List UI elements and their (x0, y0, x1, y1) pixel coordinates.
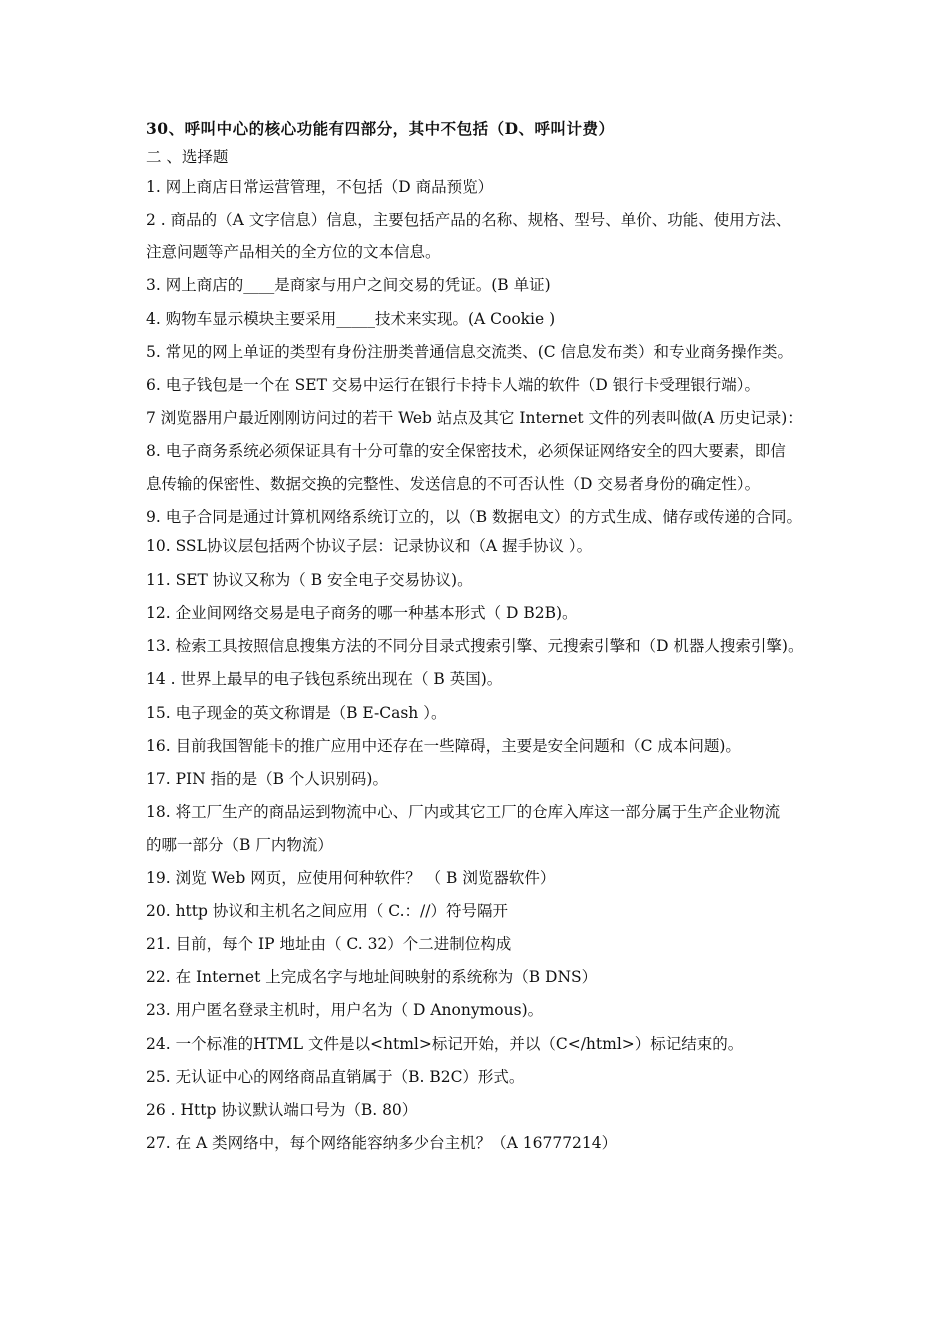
question-12-line: 12. 企业间网络交易是电子商务的哪一种基本形式（ D B2B)。 (146, 604, 578, 622)
question-17-line: 17. PIN 指的是（B 个人识别码)。 (146, 770, 388, 788)
question-22-line: 22. 在 Internet 上完成名字与地址间映射的系统称为（B DNS） (146, 968, 598, 986)
question-21-line: 21. 目前，每个 IP 地址由（ C. 32）个二进制位构成 (146, 935, 512, 953)
question-26-line: 26 . Http 协议默认端口号为（B. 80） (146, 1101, 418, 1119)
question-14-line: 14 . 世界上最早的电子钱包系统出现在（ B 英国)。 (146, 670, 503, 688)
question-9-line: 9. 电子合同是通过计算机网络系统订立的，以（B 数据电文）的方式生成、储存或传递的合同。 (146, 508, 803, 526)
question-3-line: 3. 网上商店的____是商家与用户之间交易的凭证。(B 单证) (146, 276, 551, 294)
question-24-line: 24. 一个标准的HTML 文件是以<html>标记开始，并以（C</html>）标记结束的。 (146, 1035, 744, 1053)
question-19-line: 19. 浏览 Web 网页，应使用何种软件？ （ B 浏览器软件） (146, 869, 556, 887)
section-heading: 二 、选择题 (146, 148, 229, 166)
question-25-line: 25. 无认证中心的网络商品直销属于（B. B2C）形式。 (146, 1068, 525, 1086)
question-18-line: 18. 将工厂生产的商品运到物流中心、厂内或其它工厂的仓库入库这一部分属于生产企业物流 (146, 803, 781, 821)
question-5-line: 5. 常见的网上单证的类型有身份注册类普通信息交流类、(C 信息发布类）和专业商务操作类。 (146, 343, 794, 361)
question-30-line: 30、呼叫中心的核心功能有四部分，其中不包括（D、呼叫计费） (146, 119, 615, 138)
question-15-line: 15. 电子现金的英文称谓是（B E-Cash ）。 (146, 704, 447, 722)
question-13-line: 13. 检索工具按照信息搜集方法的不同分目录式搜索引擎、元搜索引擎和（D 机器人搜索引擎)。 (146, 637, 804, 655)
question-16-line: 16. 目前我国智能卡的推广应用中还存在一些障碍，主要是安全问题和（C 成本问题)。 (146, 737, 741, 755)
question-8-line: 8. 电子商务系统必须保证具有十分可靠的安全保密技术，必须保证网络安全的四大要素，即信 (146, 442, 786, 460)
question-18-continuation: 的哪一部分（B 厂内物流） (146, 836, 333, 854)
question-8-continuation: 息传输的保密性、数据交换的完整性、发送信息的不可否认性（D 交易者身份的确定性）。 (146, 475, 761, 493)
question-7-line: 7 浏览器用户最近刚刚访问过的若干 Web 站点及其它 Internet 文件的列表叫做(A 历史记录)： (146, 409, 803, 427)
question-11-line: 11. SET 协议又称为（ B 安全电子交易协议)。 (146, 571, 473, 589)
question-10-line: 10. SSL协议层包括两个协议子层：记录协议和（A 握手协议 ）。 (146, 537, 593, 555)
question-1-line: 1. 网上商店日常运营管理，不包括（D 商品预览） (146, 178, 494, 196)
question-6-line: 6. 电子钱包是一个在 SET 交易中运行在银行卡持卡人端的软件（D 银行卡受理银行端）。 (146, 376, 760, 394)
question-2-continuation: 注意问题等产品相关的全方位的文本信息。 (146, 243, 441, 261)
question-20-line: 20. http 协议和主机名之间应用（ C.：//）符号隔开 (146, 902, 508, 920)
question-23-line: 23. 用户匿名登录主机时，用户名为（ D Anonymous)。 (146, 1001, 544, 1019)
question-4-line: 4. 购物车显示模块主要采用_____技术来实现。(A Cookie ) (146, 310, 556, 328)
question-2-line: 2 . 商品的（A 文字信息）信息，主要包括产品的名称、规格、型号、单价、功能、使用方法、 (146, 211, 792, 229)
question-27-line: 27. 在 A 类网络中，每个网络能容纳多少台主机？（A 16777214） (146, 1134, 618, 1152)
